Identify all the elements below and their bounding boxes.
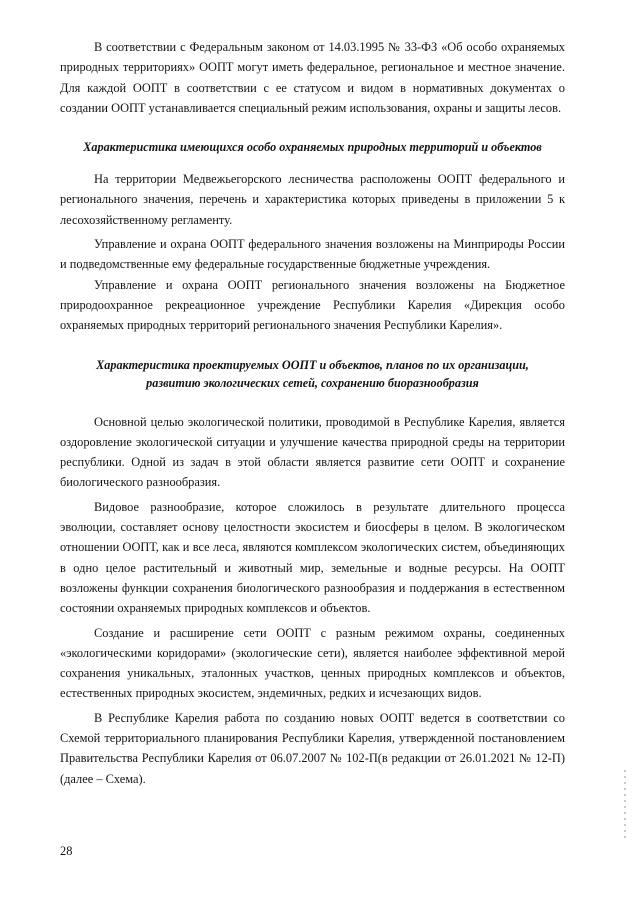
scan-edge-mark [624, 770, 626, 840]
paragraph: На территории Медвежьегорского лесничества расположены ООПТ федерального и регионального значения, перечень и характеристика которых приведены в приложении 5 к лесохозяйственному регламенту. [60, 172, 565, 227]
section-heading-existing-protected-areas: Характеристика имеющихся особо охраняемых природных территорий и объектов [83, 140, 542, 155]
section-heading-planned-protected-areas: Характеристика проектируемых ООПТ и объектов, планов по их организации, развитию экологических сетей, сохранению биоразнообразия [96, 357, 529, 390]
page-content [60, 37, 565, 789]
paragraph: Управление и охрана ООПТ регионального значения возложены на Бюджетное природоохранное рекреационное учреждение Республики Карелия «Дирекция особо охраняемых природных территорий регионального значения Республики Карелия». [60, 277, 565, 333]
paragraph-intro: В соответствии с Федеральным законом от 14.03.1995 № 33-ФЗ «Об особо охраняемых природных территориях» ООПТ могут иметь федеральное, региональное и местное значение. Для каждой ООПТ в соответствии с ее статусом и видом в нормативных документах о создании ООПТ устанавливается специальный режим использования, охраны и защиты лесов. [60, 40, 565, 115]
paragraph: В Республике Карелия работа по созданию новых ООПТ ведется в соответствии со Схемой территориального планирования Республики Карелия, утвержденной постановлением Правительства Республики Карелия от 06.07.2007 № 102-П(в редакции от 26.01.2021 № 12-П)(далее – Схема). [60, 710, 565, 786]
page-number: 28 [60, 844, 73, 858]
paragraph: Основной целью экологической политики, проводимой в Республике Карелия, является оздоровление экологической ситуации и улучшение качества природной среды на территории республики. Одной из задач в этой области является развитие сети ООПТ и сохранение биологического разнообразия. [60, 414, 565, 490]
paragraph: Видовое разнообразие, которое сложилось в результате длительного процесса эволюции, составляет основу целостности экосистем и биосферы в целом. В экологическом отношении ООПТ, как и все леса, являются комплексом экологических систем, объединяющих в одно целое растительный и животный мир, земельные и водные ресурсы. На ООПТ возложены функции сохранения биологического разнообразия и поддержания в естественном состоянии охраняемых природных комплексов и объектов. [60, 499, 565, 616]
paragraph: Управление и охрана ООПТ федерального значения возложены на Минприроды России и подведомственные ему федеральные государственные бюджетные учреждения. [60, 237, 565, 272]
paragraph: Создание и расширение сети ООПТ с разным режимом охраны, соединенных «экологическими коридорами» (экологические сети), является наиболее эффективной мерой сохранения уникальных, эталонных участков, ценных природных комплексов и объектов, естественных природных экосистем, эндемичных, редких и исчезающих видов. [60, 625, 565, 701]
